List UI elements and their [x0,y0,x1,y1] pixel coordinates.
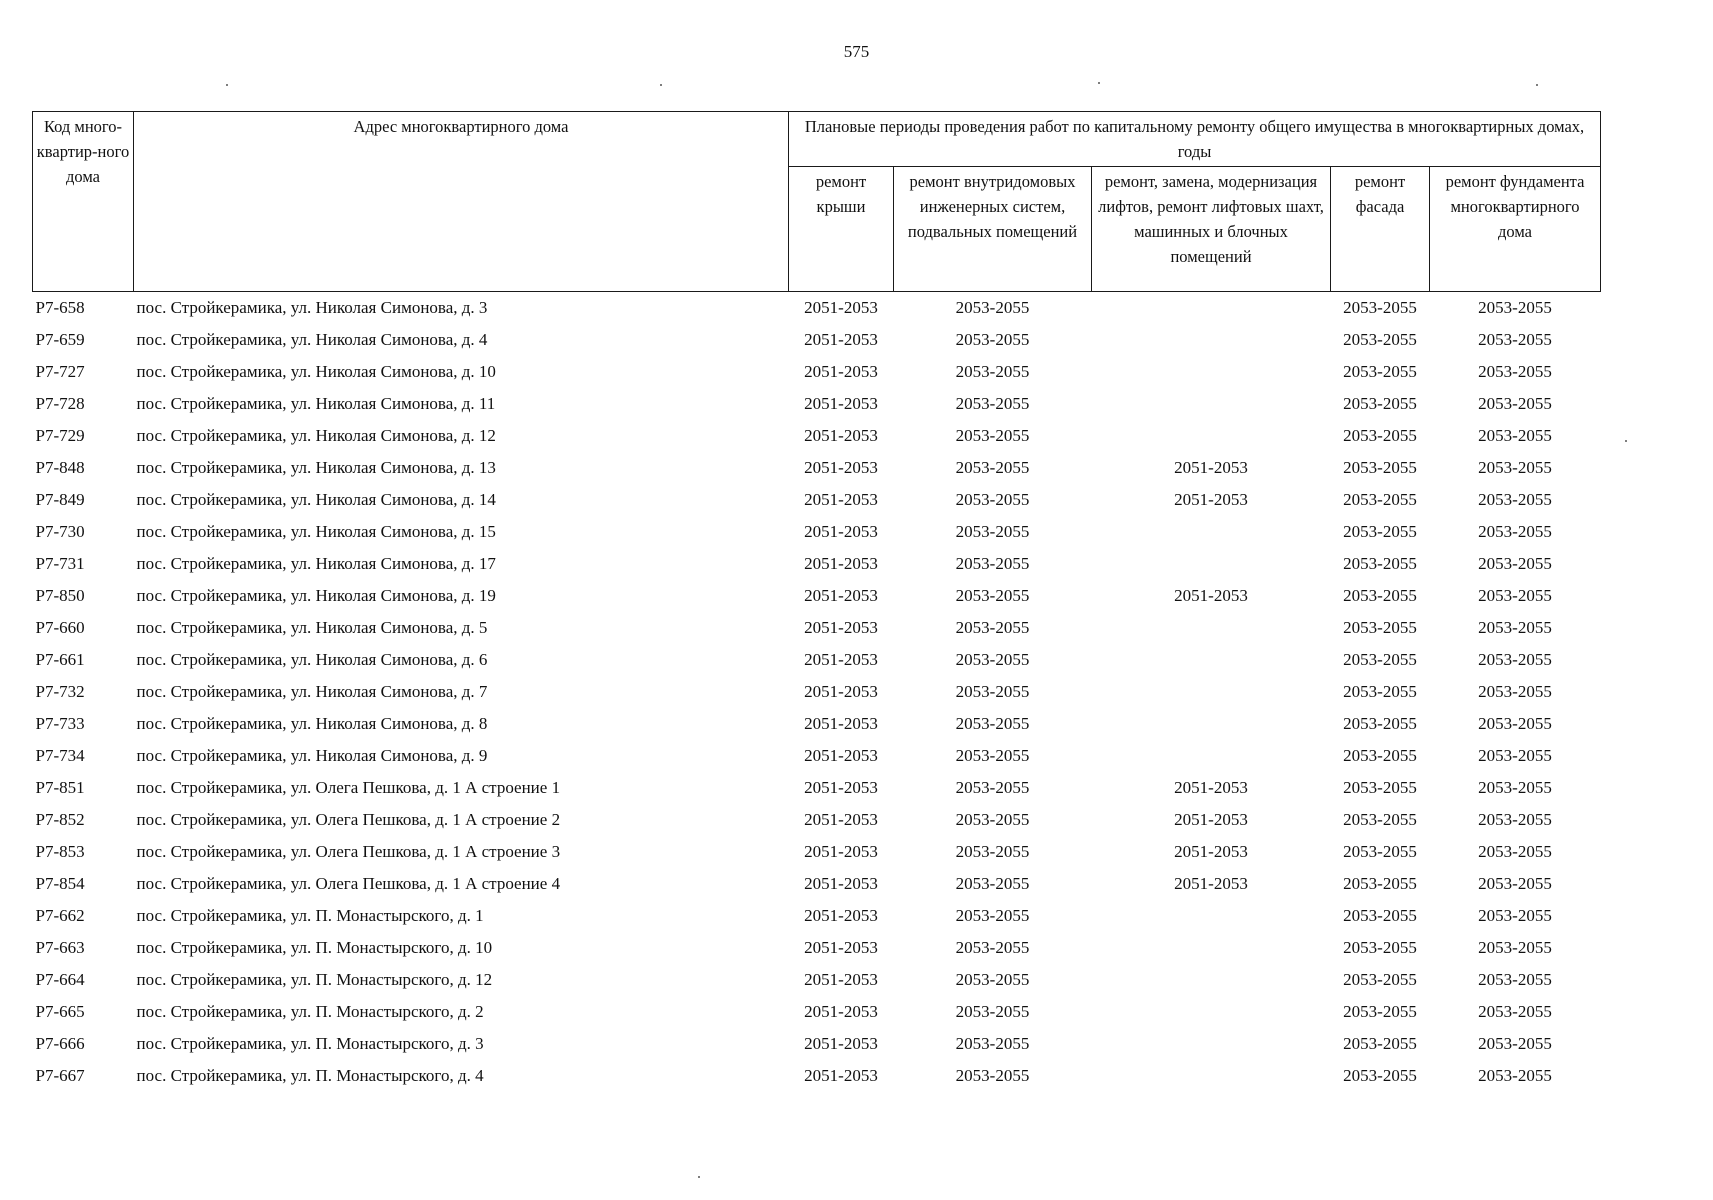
cell-elevators: 2051-2053 [1174,586,1248,605]
cell-facade: 2053-2055 [1343,426,1417,445]
table-body [33,292,1601,1093]
cell-facade: 2053-2055 [1343,906,1417,925]
cell-roof: 2051-2053 [804,298,878,317]
cell-address: пос. Стройкерамика, ул. Николая Симонова, д. 12 [136,426,496,445]
cell-elevators [1092,964,1331,996]
cell-roof: 2051-2053 [804,810,878,829]
cell-foundation: 2053-2055 [1478,650,1552,669]
cell-address: пос. Стройкерамика, ул. Николая Симонова, д. 4 [136,330,488,349]
header-address: Адрес многоквартирного дома [134,112,789,292]
cell-foundation: 2053-2055 [1478,490,1552,509]
table-row [33,612,1601,644]
cell-facade: 2053-2055 [1343,362,1417,381]
table-row [33,516,1601,548]
cell-code: Р7-733 [35,714,85,733]
cell-roof: 2051-2053 [804,1066,878,1085]
cell-roof: 2051-2053 [804,490,878,509]
cell-elevators [1092,388,1331,420]
cell-engineering: 2053-2055 [955,778,1030,797]
cell-engineering: 2053-2055 [955,458,1030,477]
cell-address: пос. Стройкерамика, ул. П. Монастырского, д. 4 [136,1066,484,1085]
header-engineering: ремонт внутридомовых инженерных систем, подвальных помещений [894,167,1092,292]
cell-engineering: 2053-2055 [955,490,1030,509]
cell-elevators [1092,644,1331,676]
cell-code: Р7-731 [35,554,85,573]
table-row [33,900,1601,932]
cell-foundation: 2053-2055 [1478,778,1552,797]
header-roof: ремонт крыши [789,167,894,292]
cell-foundation: 2053-2055 [1478,298,1552,317]
cell-facade: 2053-2055 [1343,490,1417,509]
scan-speck [660,84,662,86]
page-number: 575 [843,42,870,61]
table-row [33,420,1601,452]
cell-foundation: 2053-2055 [1478,394,1552,413]
cell-foundation: 2053-2055 [1478,554,1552,573]
table-row [33,836,1601,868]
cell-facade: 2053-2055 [1343,618,1417,637]
cell-facade: 2053-2055 [1343,714,1417,733]
cell-elevators [1092,1060,1331,1092]
cell-elevators [1092,292,1331,325]
cell-address: пос. Стройкерамика, ул. Николая Симонова, д. 7 [136,682,488,701]
cell-roof: 2051-2053 [804,426,878,445]
cell-engineering: 2053-2055 [955,906,1030,925]
cell-foundation: 2053-2055 [1478,1034,1552,1053]
cell-address: пос. Стройкерамика, ул. Николая Симонова, д. 19 [136,586,496,605]
cell-engineering: 2053-2055 [955,938,1030,957]
cell-elevators [1092,740,1331,772]
cell-elevators: 2051-2053 [1174,458,1248,477]
cell-address: пос. Стройкерамика, ул. Николая Симонова, д. 14 [136,490,496,509]
cell-facade: 2053-2055 [1343,874,1417,893]
cell-facade: 2053-2055 [1343,1034,1417,1053]
cell-code: Р7-662 [35,906,85,925]
cell-engineering: 2053-2055 [955,330,1030,349]
header-foundation: ремонт фундамента многоквартирного дома [1430,167,1601,292]
cell-roof: 2051-2053 [804,682,878,701]
cell-elevators [1092,676,1331,708]
cell-code: Р7-658 [35,298,85,317]
table-row [33,932,1601,964]
cell-engineering: 2053-2055 [955,650,1030,669]
cell-code: Р7-728 [35,394,85,413]
cell-code: Р7-848 [35,458,85,477]
cell-elevators [1092,1028,1331,1060]
scan-speck [1098,82,1100,84]
table-row [33,548,1601,580]
cell-address: пос. Стройкерамика, ул. Николая Симонова, д. 17 [136,554,496,573]
cell-engineering: 2053-2055 [955,522,1030,541]
cell-elevators: 2051-2053 [1174,490,1248,509]
cell-elevators [1092,900,1331,932]
cell-code: Р7-850 [35,586,85,605]
cell-roof: 2051-2053 [804,394,878,413]
cell-facade: 2053-2055 [1343,394,1417,413]
cell-facade: 2053-2055 [1343,938,1417,957]
table-row [33,356,1601,388]
cell-code: Р7-659 [35,330,85,349]
cell-roof: 2051-2053 [804,938,878,957]
scan-speck [1536,84,1538,86]
cell-elevators [1092,708,1331,740]
table-row [33,452,1601,484]
cell-address: пос. Стройкерамика, ул. Николая Симонова, д. 13 [136,458,496,477]
cell-engineering: 2053-2055 [955,618,1030,637]
cell-address: пос. Стройкерамика, ул. Николая Симонова, д. 6 [136,650,488,669]
cell-engineering: 2053-2055 [955,682,1030,701]
cell-facade: 2053-2055 [1343,458,1417,477]
table-row [33,804,1601,836]
cell-elevators: 2051-2053 [1174,778,1248,797]
cell-roof: 2051-2053 [804,1034,878,1053]
cell-address: пос. Стройкерамика, ул. Николая Симонова, д. 10 [136,362,496,381]
cell-engineering: 2053-2055 [955,1002,1030,1021]
capital-repair-table [32,111,1601,1092]
cell-facade: 2053-2055 [1343,682,1417,701]
cell-facade: 2053-2055 [1343,746,1417,765]
table-row [33,740,1601,772]
table-row [33,292,1601,325]
table-row [33,676,1601,708]
cell-foundation: 2053-2055 [1478,842,1552,861]
cell-address: пос. Стройкерамика, ул. П. Монастырского, д. 2 [136,1002,484,1021]
cell-code: Р7-729 [35,426,85,445]
cell-roof: 2051-2053 [804,554,878,573]
cell-code: Р7-730 [35,522,85,541]
cell-code: Р7-665 [35,1002,85,1021]
cell-elevators [1092,516,1331,548]
cell-engineering: 2053-2055 [955,746,1030,765]
table-row [33,868,1601,900]
cell-code: Р7-661 [35,650,85,669]
cell-foundation: 2053-2055 [1478,1066,1552,1085]
cell-elevators [1092,996,1331,1028]
cell-foundation: 2053-2055 [1478,458,1552,477]
header-periods-group: Плановые периоды проведения работ по капитальному ремонту общего имущества в многоквартирных домах, годы [789,112,1601,167]
table-row [33,484,1601,516]
cell-roof: 2051-2053 [804,906,878,925]
cell-engineering: 2053-2055 [955,714,1030,733]
cell-roof: 2051-2053 [804,1002,878,1021]
cell-foundation: 2053-2055 [1478,522,1552,541]
cell-code: Р7-727 [35,362,85,381]
cell-foundation: 2053-2055 [1478,618,1552,637]
cell-foundation: 2053-2055 [1478,586,1552,605]
cell-address: пос. Стройкерамика, ул. Николая Симонова, д. 5 [136,618,488,637]
header-code: Код много-квартир-ного дома [33,112,134,292]
cell-elevators [1092,324,1331,356]
cell-roof: 2051-2053 [804,330,878,349]
cell-address: пос. Стройкерамика, ул. П. Монастырского, д. 10 [136,938,493,957]
cell-roof: 2051-2053 [804,714,878,733]
table-row [33,324,1601,356]
cell-roof: 2051-2053 [804,362,878,381]
cell-code: Р7-664 [35,970,85,989]
table-row [33,996,1601,1028]
cell-facade: 2053-2055 [1343,522,1417,541]
cell-foundation: 2053-2055 [1478,874,1552,893]
cell-facade: 2053-2055 [1343,650,1417,669]
cell-foundation: 2053-2055 [1478,970,1552,989]
cell-roof: 2051-2053 [804,842,878,861]
cell-foundation: 2053-2055 [1478,746,1552,765]
cell-elevators: 2051-2053 [1174,810,1248,829]
cell-elevators [1092,612,1331,644]
cell-foundation: 2053-2055 [1478,938,1552,957]
cell-roof: 2051-2053 [804,778,878,797]
cell-engineering: 2053-2055 [955,298,1030,317]
cell-engineering: 2053-2055 [955,554,1030,573]
cell-elevators [1092,420,1331,452]
cell-elevators [1092,932,1331,964]
table-row [33,644,1601,676]
cell-facade: 2053-2055 [1343,298,1417,317]
cell-engineering: 2053-2055 [955,394,1030,413]
cell-roof: 2051-2053 [804,522,878,541]
cell-engineering: 2053-2055 [955,1066,1030,1085]
cell-code: Р7-851 [35,778,85,797]
cell-foundation: 2053-2055 [1478,362,1552,381]
cell-code: Р7-734 [35,746,85,765]
cell-code: Р7-660 [35,618,85,637]
table-row [33,388,1601,420]
cell-elevators: 2051-2053 [1174,842,1248,861]
cell-address: пос. Стройкерамика, ул. Олега Пешкова, д. 1 А строение 2 [136,810,561,829]
cell-facade: 2053-2055 [1343,1066,1417,1085]
scan-speck [1625,440,1627,442]
cell-facade: 2053-2055 [1343,970,1417,989]
table-row [33,580,1601,612]
cell-code: Р7-663 [35,938,85,957]
cell-address: пос. Стройкерамика, ул. П. Монастырского, д. 12 [136,970,493,989]
cell-address: пос. Стройкерамика, ул. Олега Пешкова, д. 1 А строение 3 [136,842,561,861]
cell-engineering: 2053-2055 [955,586,1030,605]
cell-code: Р7-666 [35,1034,85,1053]
cell-roof: 2051-2053 [804,746,878,765]
cell-roof: 2051-2053 [804,970,878,989]
cell-engineering: 2053-2055 [955,874,1030,893]
cell-roof: 2051-2053 [804,458,878,477]
cell-address: пос. Стройкерамика, ул. Николая Симонова, д. 9 [136,746,488,765]
scan-speck [226,84,228,86]
cell-roof: 2051-2053 [804,874,878,893]
cell-engineering: 2053-2055 [955,362,1030,381]
cell-address: пос. Стройкерамика, ул. Олега Пешкова, д. 1 А строение 1 [136,778,561,797]
header-facade: ремонт фасада [1331,167,1430,292]
cell-elevators: 2051-2053 [1174,874,1248,893]
cell-engineering: 2053-2055 [955,842,1030,861]
table-row [33,964,1601,996]
cell-facade: 2053-2055 [1343,1002,1417,1021]
cell-address: пос. Стройкерамика, ул. П. Монастырского, д. 1 [136,906,484,925]
cell-engineering: 2053-2055 [955,1034,1030,1053]
cell-facade: 2053-2055 [1343,586,1417,605]
cell-foundation: 2053-2055 [1478,906,1552,925]
cell-facade: 2053-2055 [1343,842,1417,861]
cell-foundation: 2053-2055 [1478,714,1552,733]
cell-elevators [1092,548,1331,580]
cell-foundation: 2053-2055 [1478,1002,1552,1021]
table-header [33,112,1601,292]
cell-address: пос. Стройкерамика, ул. Николая Симонова, д. 8 [136,714,488,733]
cell-address: пос. Стройкерамика, ул. Николая Симонова, д. 11 [136,394,496,413]
table-row [33,1060,1601,1092]
cell-foundation: 2053-2055 [1478,682,1552,701]
header-elevators: ремонт, замена, модернизация лифтов, ремонт лифтовых шахт, машинных и блочных помещений [1092,167,1331,292]
cell-address: пос. Стройкерамика, ул. Николая Симонова, д. 3 [136,298,488,317]
cell-roof: 2051-2053 [804,618,878,637]
cell-address: пос. Стройкерамика, ул. Николая Симонова, д. 15 [136,522,496,541]
cell-code: Р7-849 [35,490,85,509]
cell-address: пос. Стройкерамика, ул. Олега Пешкова, д. 1 А строение 4 [136,874,561,893]
cell-roof: 2051-2053 [804,650,878,669]
cell-engineering: 2053-2055 [955,970,1030,989]
cell-engineering: 2053-2055 [955,426,1030,445]
cell-code: Р7-852 [35,810,85,829]
cell-code: Р7-667 [35,1066,85,1085]
cell-code: Р7-854 [35,874,85,893]
cell-facade: 2053-2055 [1343,554,1417,573]
cell-foundation: 2053-2055 [1478,330,1552,349]
cell-address: пос. Стройкерамика, ул. П. Монастырского, д. 3 [136,1034,484,1053]
table-row [33,772,1601,804]
cell-code: Р7-732 [35,682,85,701]
cell-foundation: 2053-2055 [1478,426,1552,445]
cell-facade: 2053-2055 [1343,778,1417,797]
cell-foundation: 2053-2055 [1478,810,1552,829]
cell-roof: 2051-2053 [804,586,878,605]
cell-facade: 2053-2055 [1343,810,1417,829]
header-row-1 [33,112,1601,167]
table-row [33,708,1601,740]
cell-code: Р7-853 [35,842,85,861]
cell-engineering: 2053-2055 [955,810,1030,829]
scan-speck [698,1176,700,1178]
table-row [33,1028,1601,1060]
cell-elevators [1092,356,1331,388]
cell-facade: 2053-2055 [1343,330,1417,349]
